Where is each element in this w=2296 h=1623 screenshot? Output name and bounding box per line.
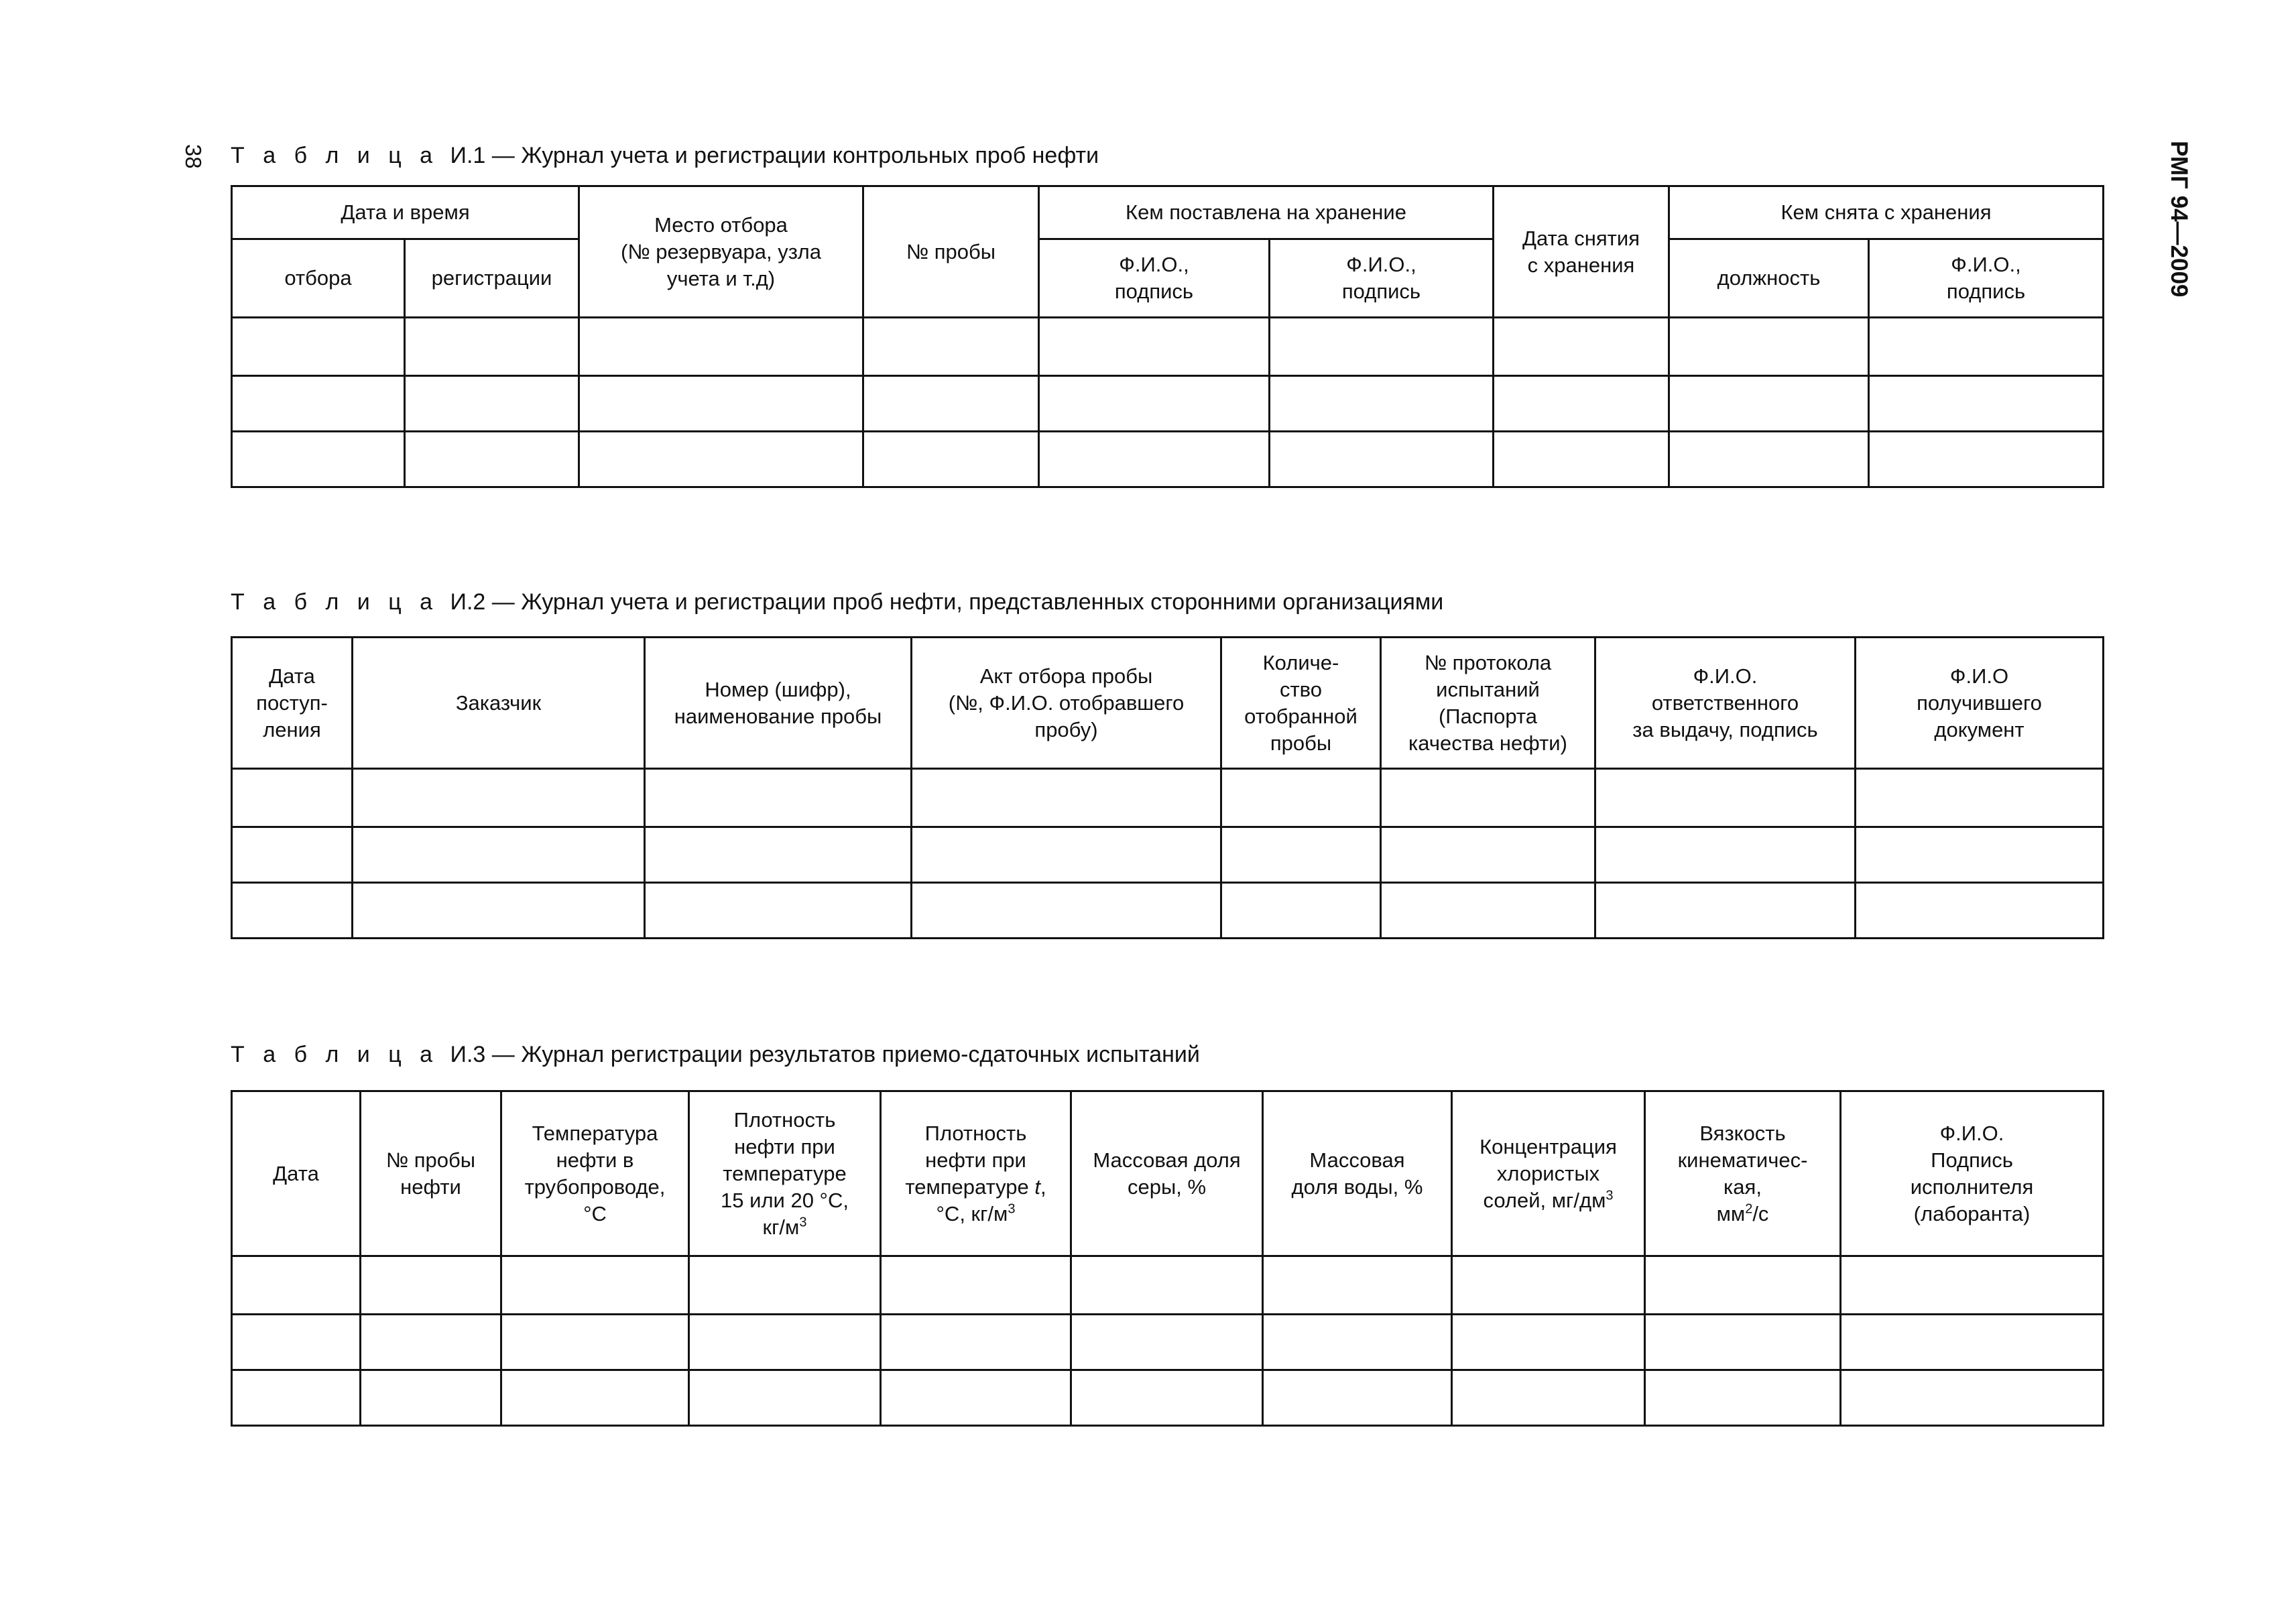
table-2-prefix: Т а б л и ц а: [231, 589, 439, 615]
table-row: [232, 1315, 2104, 1370]
empty-cell[interactable]: [912, 883, 1221, 939]
empty-cell[interactable]: [689, 1370, 881, 1426]
empty-cell[interactable]: [1381, 769, 1595, 827]
header-removed-fio: Ф.И.О., подпись: [1869, 239, 2104, 318]
empty-cell[interactable]: [1869, 318, 2104, 376]
empty-cell[interactable]: [689, 1256, 881, 1315]
empty-cell[interactable]: [1071, 1370, 1263, 1426]
empty-cell[interactable]: [1669, 376, 1869, 432]
empty-cell[interactable]: [689, 1315, 881, 1370]
table-row: [232, 827, 2104, 883]
empty-cell[interactable]: [232, 432, 405, 487]
header-sample-number: № пробы нефти: [361, 1091, 501, 1256]
empty-cell[interactable]: [1221, 769, 1381, 827]
empty-cell[interactable]: [1645, 1315, 1841, 1370]
empty-cell[interactable]: [405, 432, 579, 487]
table-row: [232, 376, 2104, 432]
density-15-20-text: Плотность нефти при температуре 15 или 20 °С, кг/м: [721, 1107, 849, 1239]
empty-cell[interactable]: [1595, 769, 1856, 827]
empty-cell[interactable]: [232, 1370, 361, 1426]
header-receipt-date: Дата поступ- ления: [232, 638, 353, 769]
empty-cell[interactable]: [579, 376, 863, 432]
header-stored-fio-1: Ф.И.О., подпись: [1039, 239, 1270, 318]
density-t-symbol: t: [1034, 1175, 1041, 1199]
page-number: 38: [181, 144, 206, 169]
empty-cell[interactable]: [1494, 318, 1669, 376]
header-responsible-fio: Ф.И.О. ответственного за выдачу, подпись: [1595, 638, 1856, 769]
header-executor: Ф.И.О. Подпись исполнителя (лаборанта): [1841, 1091, 2104, 1256]
header-recipient-fio: Ф.И.О получившего документ: [1856, 638, 2104, 769]
empty-cell[interactable]: [1270, 318, 1494, 376]
empty-cell[interactable]: [353, 883, 645, 939]
empty-cell[interactable]: [1270, 376, 1494, 432]
empty-cell[interactable]: [1669, 318, 1869, 376]
empty-cell[interactable]: [912, 769, 1221, 827]
viscosity-units: /с: [1752, 1201, 1769, 1225]
empty-cell[interactable]: [1494, 376, 1669, 432]
table-3-prefix: Т а б л и ц а: [231, 1042, 439, 1067]
empty-cell[interactable]: [1039, 318, 1270, 376]
header-date: Дата: [232, 1091, 361, 1256]
empty-cell[interactable]: [361, 1256, 501, 1315]
header-stored-by: Кем поставлена на хранение: [1039, 186, 1494, 239]
empty-cell[interactable]: [232, 827, 353, 883]
empty-cell[interactable]: [1841, 1315, 2104, 1370]
empty-cell[interactable]: [1645, 1370, 1841, 1426]
density-t-units: , °С, кг/м: [936, 1175, 1046, 1225]
superscript-3: 3: [1008, 1201, 1016, 1217]
empty-cell[interactable]: [881, 1315, 1071, 1370]
empty-cell[interactable]: [1645, 1256, 1841, 1315]
table-1: [231, 185, 2104, 488]
table-row: [232, 1256, 2104, 1315]
empty-cell[interactable]: [579, 432, 863, 487]
document-code: РМГ 94—2009: [2166, 141, 2192, 298]
empty-cell[interactable]: [1869, 432, 2104, 487]
empty-cell[interactable]: [232, 318, 405, 376]
table-1-caption: [231, 142, 1099, 169]
empty-cell[interactable]: [1856, 769, 2104, 827]
table-1-prefix: Т а б л и ц а: [231, 143, 439, 168]
table-1-id: И.1: [450, 143, 486, 168]
empty-cell[interactable]: [232, 1256, 361, 1315]
empty-cell[interactable]: [1039, 376, 1270, 432]
header-customer: Заказчик: [353, 638, 645, 769]
header-sample-quantity: Количе- ство отобранной пробы: [1221, 638, 1381, 769]
header-viscosity: [1645, 1091, 1841, 1256]
empty-cell[interactable]: [232, 769, 353, 827]
table-3-caption: [231, 1041, 1200, 1068]
empty-cell[interactable]: [881, 1256, 1071, 1315]
header-chloride: [1452, 1091, 1645, 1256]
empty-cell[interactable]: [1452, 1315, 1645, 1370]
empty-cell[interactable]: [1856, 827, 2104, 883]
header-protocol-number: № протокола испытаний (Паспорта качества нефти): [1381, 638, 1595, 769]
table-row: [232, 769, 2104, 827]
empty-cell[interactable]: [1039, 432, 1270, 487]
table-3-title: — Журнал регистрации результатов приемо-сдаточных испытаний: [491, 1042, 1200, 1067]
empty-cell[interactable]: [1071, 1256, 1263, 1315]
empty-cell[interactable]: [1841, 1256, 2104, 1315]
chloride-text: Концентрация хлористых солей, мг/дм: [1479, 1134, 1617, 1212]
empty-cell[interactable]: [405, 318, 579, 376]
empty-cell[interactable]: [353, 827, 645, 883]
empty-cell[interactable]: [232, 376, 405, 432]
empty-cell[interactable]: [361, 1315, 501, 1370]
header-sample-number: № пробы: [863, 186, 1039, 318]
empty-cell[interactable]: [863, 318, 1039, 376]
header-sampling-act: Акт отбора пробы (№, Ф.И.О. отобравшего пробу): [912, 638, 1221, 769]
header-date-time: Дата и время: [232, 186, 579, 239]
table-3: [231, 1090, 2104, 1427]
empty-cell[interactable]: [405, 376, 579, 432]
empty-cell[interactable]: [1869, 376, 2104, 432]
empty-cell[interactable]: [912, 827, 1221, 883]
empty-cell[interactable]: [353, 769, 645, 827]
table-row: [232, 883, 2104, 939]
empty-cell[interactable]: [1452, 1256, 1645, 1315]
table-3-id: И.3: [450, 1042, 486, 1067]
empty-cell[interactable]: [361, 1370, 501, 1426]
table-2: [231, 636, 2104, 939]
table-2-id: И.2: [450, 589, 486, 615]
empty-cell[interactable]: [1452, 1370, 1645, 1426]
header-removal-date: Дата снятия с хранения: [1494, 186, 1669, 318]
empty-cell[interactable]: [501, 1315, 689, 1370]
empty-cell[interactable]: [863, 376, 1039, 432]
superscript-3: 3: [799, 1215, 807, 1230]
empty-cell[interactable]: [1221, 827, 1381, 883]
header-position: должность: [1669, 239, 1869, 318]
empty-cell[interactable]: [1263, 1315, 1452, 1370]
empty-cell[interactable]: [1221, 883, 1381, 939]
header-pipeline-temperature: Температура нефти в трубопроводе, °С: [501, 1091, 689, 1256]
header-sulfur: Массовая доля серы, %: [1071, 1091, 1263, 1256]
empty-cell[interactable]: [881, 1370, 1071, 1426]
header-water: Массовая доля воды, %: [1263, 1091, 1452, 1256]
header-registration: регистрации: [405, 239, 579, 318]
empty-cell[interactable]: [645, 769, 912, 827]
empty-cell[interactable]: [1270, 432, 1494, 487]
empty-cell[interactable]: [1494, 432, 1669, 487]
empty-cell[interactable]: [501, 1256, 689, 1315]
empty-cell[interactable]: [1263, 1256, 1452, 1315]
empty-cell[interactable]: [645, 883, 912, 939]
empty-cell[interactable]: [863, 432, 1039, 487]
header-density-15-20: [689, 1091, 881, 1256]
empty-cell[interactable]: [579, 318, 863, 376]
header-sampling-place: Место отбора (№ резервуара, узла учета и т.д): [579, 186, 863, 318]
header-stored-fio-2: Ф.И.О., подпись: [1270, 239, 1494, 318]
empty-cell[interactable]: [1381, 827, 1595, 883]
empty-cell[interactable]: [1595, 827, 1856, 883]
empty-cell[interactable]: [1263, 1370, 1452, 1426]
table-row: [232, 1370, 2104, 1426]
table-row: [232, 432, 2104, 487]
superscript-3: 3: [1606, 1188, 1614, 1203]
header-removed-by: Кем снята с хранения: [1669, 186, 2104, 239]
table-2-caption: [231, 589, 1443, 615]
empty-cell[interactable]: [1856, 883, 2104, 939]
empty-cell[interactable]: [1381, 883, 1595, 939]
empty-cell[interactable]: [1595, 883, 1856, 939]
table-row: [232, 318, 2104, 376]
empty-cell[interactable]: [232, 1315, 361, 1370]
superscript-2: 2: [1745, 1201, 1753, 1217]
empty-cell[interactable]: [1841, 1370, 2104, 1426]
empty-cell[interactable]: [1669, 432, 1869, 487]
header-sample-code: Номер (шифр), наименование пробы: [645, 638, 912, 769]
table-1-title: — Журнал учета и регистрации контрольных проб нефти: [491, 143, 1099, 168]
header-sampling: отбора: [232, 239, 405, 318]
empty-cell[interactable]: [645, 827, 912, 883]
table-2-title: — Журнал учета и регистрации проб нефти, представленных сторонними организациями: [491, 589, 1444, 615]
empty-cell[interactable]: [501, 1370, 689, 1426]
viscosity-text: Вязкость кинематичес- кая, мм: [1677, 1121, 1808, 1225]
empty-cell[interactable]: [1071, 1315, 1263, 1370]
header-density-t: [881, 1091, 1071, 1256]
density-t-text: Плотность нефти при температуре: [905, 1121, 1029, 1199]
empty-cell[interactable]: [232, 883, 353, 939]
